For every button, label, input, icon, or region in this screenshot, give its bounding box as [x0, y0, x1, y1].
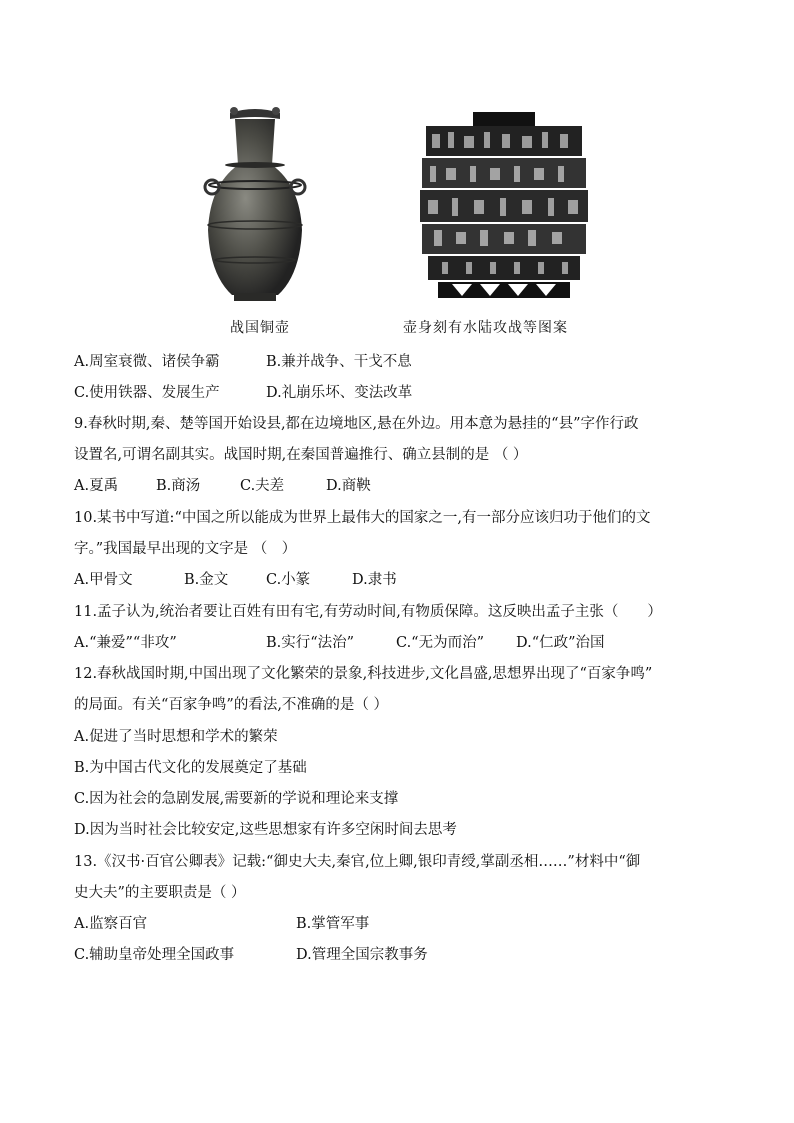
q10-option-d[interactable]: D.隶书	[352, 572, 397, 588]
q12-stem-line1: 12.春秋战国时期,中国出现了文化繁荣的景象,科技进步,文化昌盛,思想界出现了“百家争鸣”	[74, 666, 653, 682]
q13-option-d[interactable]: D.管理全国宗教事务	[296, 947, 428, 963]
q13-stem-line2: 史大夫”的主要职责是（ ）	[74, 885, 246, 901]
q12-option-d[interactable]: D.因为当时社会比较安定,这些思想家有许多空闲时间去思考	[74, 822, 457, 838]
q8-option-b[interactable]: B.兼并战争、干戈不息	[266, 354, 412, 370]
bronze-vase-image	[200, 105, 310, 305]
q13-option-c[interactable]: C.辅助皇帝处理全国政事	[74, 947, 235, 963]
q9-stem-line1: 9.春秋时期,秦、楚等国开始设县,都在边境地区,悬在外边。用本意为悬挂的“县”字作行政	[74, 416, 639, 432]
q11-option-c[interactable]: C.“无为而治”	[396, 635, 485, 651]
q8-option-d[interactable]: D.礼崩乐坏、变法改革	[266, 385, 413, 401]
q10-stem-line1: 10.某书中写道:“中国之所以能成为世界上最伟大的国家之一,有一部分应该归功于他们的文	[74, 510, 651, 526]
q10-option-b[interactable]: B.金文	[184, 572, 229, 588]
q12-option-b[interactable]: B.为中国古代文化的发展奠定了基础	[74, 760, 307, 776]
q9-option-b[interactable]: B.商汤	[156, 478, 201, 494]
q9-option-d[interactable]: D.商鞅	[326, 478, 371, 494]
engraved-pattern-image	[418, 112, 590, 304]
q10-option-a[interactable]: A.甲骨文	[74, 572, 133, 588]
left-figure-caption: 战国铜壶	[230, 320, 290, 336]
q11-option-a[interactable]: A.“兼爱”“非攻”	[74, 635, 177, 651]
q13-option-a[interactable]: A.监察百官	[74, 916, 148, 932]
q13-stem-line1: 13.《汉书·百官公卿表》记载:“御史大夫,秦官,位上卿,银印青绶,掌副丞相……”材料中“御	[74, 854, 641, 870]
q12-stem-line2: 的局面。有关“百家争鸣”的看法,不准确的是（ ）	[74, 697, 389, 713]
right-figure-caption: 壶身刻有水陆攻战等图案	[403, 320, 568, 336]
q9-option-c[interactable]: C.夫差	[240, 478, 285, 494]
q11-stem-line1: 11.孟子认为,统治者要让百姓有田有宅,有劳动时间,有物质保障。这反映出孟子主张（ ）	[74, 604, 662, 620]
q10-option-c[interactable]: C.小篆	[266, 572, 311, 588]
q13-option-b[interactable]: B.掌管军事	[296, 916, 370, 932]
q12-option-a[interactable]: A.促进了当时思想和学术的繁荣	[74, 729, 278, 745]
q11-option-d[interactable]: D.“仁政”治国	[516, 635, 605, 651]
q10-stem-line2: 字。”我国最早出现的文字是 （ ）	[74, 541, 297, 557]
q8-option-a[interactable]: A.周室衰微、诸侯争霸	[74, 354, 220, 370]
q8-option-c[interactable]: C.使用铁器、发展生产	[74, 385, 220, 401]
q9-option-a[interactable]: A.夏禹	[74, 478, 119, 494]
q12-option-c[interactable]: C.因为社会的急剧发展,需要新的学说和理论来支撑	[74, 791, 399, 807]
q9-stem-line2: 设置名,可谓名副其实。战国时期,在秦国普遍推行、确立县制的是 （ ）	[74, 447, 528, 463]
q11-option-b[interactable]: B.实行“法治”	[266, 635, 355, 651]
